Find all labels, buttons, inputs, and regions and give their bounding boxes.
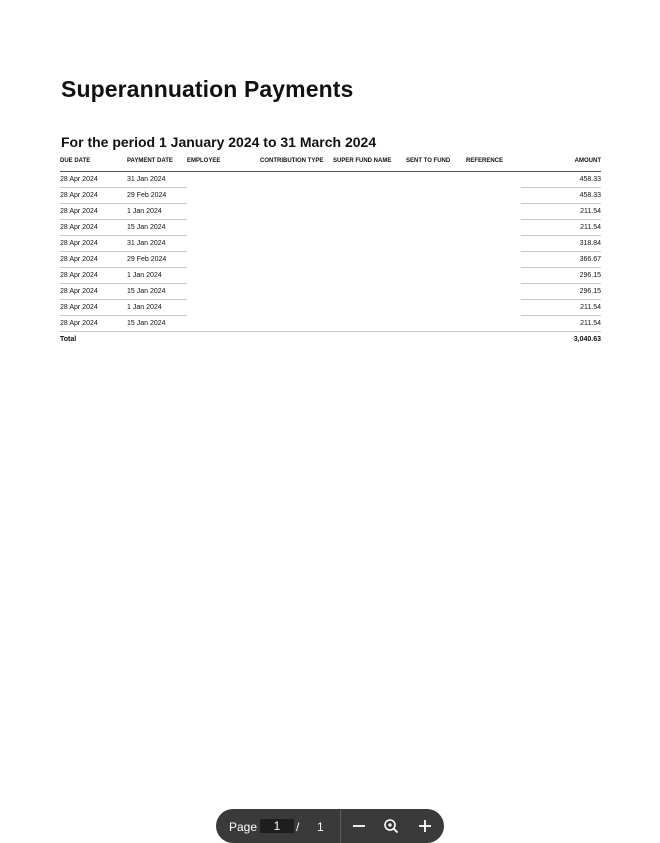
cell-employee bbox=[187, 236, 260, 252]
header-payment-date: PAYMENT DATE bbox=[127, 152, 187, 172]
cell-contribution-type bbox=[260, 220, 333, 236]
cell-amount: 296.15 bbox=[521, 268, 601, 284]
cell-contribution-type bbox=[260, 172, 333, 188]
zoom-reset-button[interactable] bbox=[380, 815, 402, 837]
minus-icon bbox=[348, 815, 370, 837]
cell-due-date: 28 Apr 2024 bbox=[60, 300, 127, 316]
cell-super-fund-name bbox=[333, 188, 406, 204]
cell-amount: 296.15 bbox=[521, 284, 601, 300]
document-title: Superannuation Payments bbox=[61, 76, 354, 102]
table-header-row bbox=[60, 152, 601, 172]
table-row bbox=[60, 268, 601, 284]
header-amount: AMOUNT bbox=[521, 152, 601, 172]
document-subtitle: For the period 1 January 2024 to 31 March 2024 bbox=[61, 134, 377, 150]
cell-due-date: 28 Apr 2024 bbox=[60, 284, 127, 300]
cell-sent-to-fund bbox=[406, 172, 466, 188]
cell-employee bbox=[187, 268, 260, 284]
cell-super-fund-name bbox=[333, 220, 406, 236]
cell-due-date: 28 Apr 2024 bbox=[60, 236, 127, 252]
cell-amount: 211.54 bbox=[521, 316, 601, 332]
cell-payment-date: 1 Jan 2024 bbox=[127, 268, 187, 284]
page-separator: / bbox=[296, 820, 300, 834]
cell-sent-to-fund bbox=[406, 188, 466, 204]
total-pages: 1 bbox=[317, 820, 324, 834]
cell-employee bbox=[187, 252, 260, 268]
cell-super-fund-name bbox=[333, 300, 406, 316]
cell-reference bbox=[466, 172, 521, 188]
header-employee: EMPLOYEE bbox=[187, 152, 260, 172]
cell-payment-date: 29 Feb 2024 bbox=[127, 188, 187, 204]
cell-reference bbox=[466, 236, 521, 252]
cell-super-fund-name bbox=[333, 236, 406, 252]
cell-amount: 211.54 bbox=[521, 220, 601, 236]
cell-employee bbox=[187, 172, 260, 188]
cell-contribution-type bbox=[260, 188, 333, 204]
header-due-date: DUE DATE bbox=[60, 152, 127, 172]
table-row bbox=[60, 204, 601, 220]
zoom-in-button[interactable] bbox=[414, 815, 436, 837]
zoom-magnifier-icon bbox=[380, 815, 402, 837]
table-row bbox=[60, 252, 601, 268]
total-row bbox=[60, 332, 601, 348]
cell-contribution-type bbox=[260, 236, 333, 252]
cell-super-fund-name bbox=[333, 284, 406, 300]
cell-due-date: 28 Apr 2024 bbox=[60, 268, 127, 284]
table-row bbox=[60, 172, 601, 188]
cell-payment-date: 15 Jan 2024 bbox=[127, 284, 187, 300]
cell-employee bbox=[187, 300, 260, 316]
table-row bbox=[60, 284, 601, 300]
cell-reference bbox=[466, 268, 521, 284]
table-body bbox=[60, 172, 601, 332]
zoom-out-button[interactable] bbox=[348, 815, 370, 837]
table-row bbox=[60, 236, 601, 252]
cell-due-date: 28 Apr 2024 bbox=[60, 188, 127, 204]
cell-sent-to-fund bbox=[406, 300, 466, 316]
cell-reference bbox=[466, 316, 521, 332]
page-number-input[interactable] bbox=[260, 819, 294, 833]
cell-amount: 318.84 bbox=[521, 236, 601, 252]
table-row bbox=[60, 316, 601, 332]
cell-payment-date: 29 Feb 2024 bbox=[127, 252, 187, 268]
cell-due-date: 28 Apr 2024 bbox=[60, 204, 127, 220]
cell-sent-to-fund bbox=[406, 268, 466, 284]
cell-contribution-type bbox=[260, 268, 333, 284]
cell-reference bbox=[466, 204, 521, 220]
total-amount: 3,040.63 bbox=[521, 332, 601, 348]
cell-super-fund-name bbox=[333, 204, 406, 220]
cell-payment-date: 15 Jan 2024 bbox=[127, 220, 187, 236]
table-row bbox=[60, 300, 601, 316]
cell-super-fund-name bbox=[333, 268, 406, 284]
cell-reference bbox=[466, 300, 521, 316]
cell-reference bbox=[466, 252, 521, 268]
payments-table-container bbox=[60, 152, 601, 347]
header-super-fund-name: SUPER FUND NAME bbox=[333, 152, 406, 172]
cell-reference bbox=[466, 284, 521, 300]
cell-due-date: 28 Apr 2024 bbox=[60, 316, 127, 332]
toolbar-divider bbox=[340, 809, 341, 843]
header-reference: REFERENCE bbox=[466, 152, 521, 172]
page-label: Page bbox=[229, 820, 258, 834]
cell-payment-date: 15 Jan 2024 bbox=[127, 316, 187, 332]
cell-super-fund-name bbox=[333, 316, 406, 332]
cell-payment-date: 31 Jan 2024 bbox=[127, 236, 187, 252]
cell-due-date: 28 Apr 2024 bbox=[60, 220, 127, 236]
cell-reference bbox=[466, 188, 521, 204]
total-label: Total bbox=[60, 332, 127, 348]
cell-payment-date: 1 Jan 2024 bbox=[127, 300, 187, 316]
cell-due-date: 28 Apr 2024 bbox=[60, 172, 127, 188]
cell-employee bbox=[187, 204, 260, 220]
cell-amount: 458.33 bbox=[521, 172, 601, 188]
pdf-viewer-toolbar bbox=[216, 809, 444, 843]
cell-amount: 366.67 bbox=[521, 252, 601, 268]
cell-amount: 211.54 bbox=[521, 300, 601, 316]
cell-payment-date: 31 Jan 2024 bbox=[127, 172, 187, 188]
cell-contribution-type bbox=[260, 300, 333, 316]
cell-sent-to-fund bbox=[406, 284, 466, 300]
table-row bbox=[60, 220, 601, 236]
plus-icon bbox=[414, 815, 436, 837]
cell-sent-to-fund bbox=[406, 220, 466, 236]
table-row bbox=[60, 188, 601, 204]
cell-amount: 458.33 bbox=[521, 188, 601, 204]
cell-sent-to-fund bbox=[406, 236, 466, 252]
cell-employee bbox=[187, 188, 260, 204]
cell-payment-date: 1 Jan 2024 bbox=[127, 204, 187, 220]
cell-sent-to-fund bbox=[406, 316, 466, 332]
cell-sent-to-fund bbox=[406, 252, 466, 268]
cell-super-fund-name bbox=[333, 252, 406, 268]
cell-employee bbox=[187, 316, 260, 332]
cell-employee bbox=[187, 284, 260, 300]
cell-contribution-type bbox=[260, 316, 333, 332]
cell-employee bbox=[187, 220, 260, 236]
cell-amount: 211.54 bbox=[521, 204, 601, 220]
cell-sent-to-fund bbox=[406, 204, 466, 220]
cell-contribution-type bbox=[260, 284, 333, 300]
header-contribution-type: CONTRIBUTION TYPE bbox=[260, 152, 333, 172]
header-sent-to-fund: SENT TO FUND bbox=[406, 152, 466, 172]
payments-table bbox=[60, 152, 601, 347]
cell-reference bbox=[466, 220, 521, 236]
cell-contribution-type bbox=[260, 204, 333, 220]
cell-due-date: 28 Apr 2024 bbox=[60, 252, 127, 268]
cell-contribution-type bbox=[260, 252, 333, 268]
cell-super-fund-name bbox=[333, 172, 406, 188]
